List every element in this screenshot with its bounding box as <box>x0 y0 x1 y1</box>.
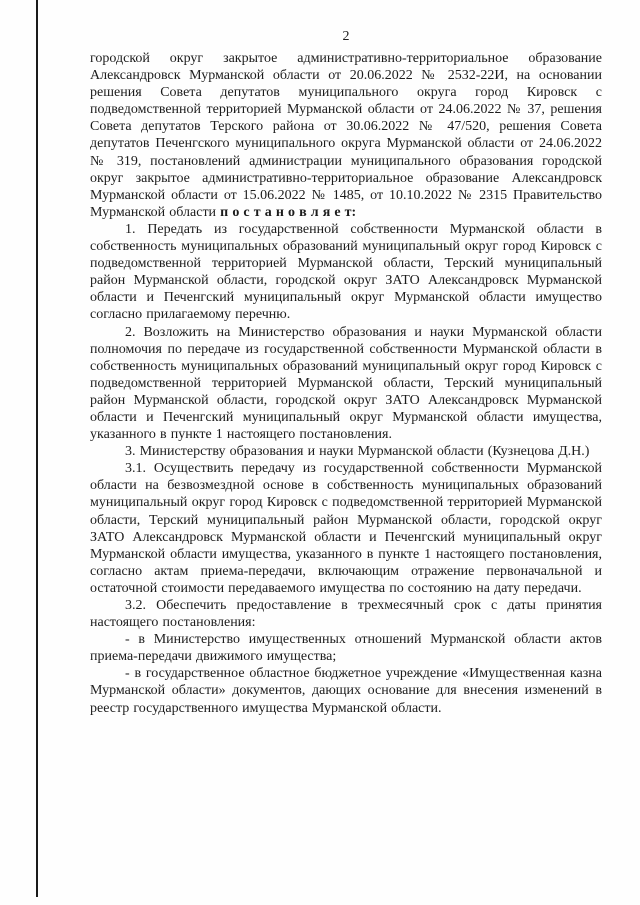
paragraph-4 <box>90 443 602 460</box>
scan-artifact-line <box>36 0 38 897</box>
bold-text-run: п о с т а н о в л я е т: <box>220 204 357 220</box>
text-run: 3.2. Обеспечить предоставление в трехмесячный срок с даты принятия настоящего постановления: <box>90 598 602 631</box>
paragraph-8 <box>90 665 602 716</box>
document-body <box>90 50 602 717</box>
paragraph-3 <box>90 324 602 444</box>
text-run: 2. Возложить на Министерство образования и науки Мурманской области полномочия по передаче из государственной собственности Мурманской области в собственность муниципальных образований муниципальный округ город Кировск с подведомственной территорией Мурманской области, Терский муниципальный район Мурманской области, городской округ ЗАТО Александровск Мурманской области и Печенгский муниципальный округ Мурманской области имущества, указанного в пункте 1 настоящего постановления. <box>90 324 602 443</box>
page-number: 2 <box>342 29 350 44</box>
paragraph-1 <box>90 50 602 221</box>
text-run: - в государственное областное бюджетное учреждение «Имущественная казна Мурманской области» документов, дающих основание для внесения изменений в реестр государственного имущества Мурманской области. <box>90 666 602 716</box>
paragraph-7 <box>90 631 602 665</box>
paragraph-6 <box>90 597 602 631</box>
paragraph-2 <box>90 221 602 324</box>
text-run: городской округ закрытое административно-территориальное образование Александровск Мурманской области от 20.06.2022 № 2532-22И, на основании решения Совета депутатов муниципального округа город Кировск с подведомственной территорией Мурманской области от 24.06.2022 № 37, решения Совета депутатов Терского района от 30.06.2022 № 47/520, решения Совета депутатов Печенгского муниципального округа Мурманской области от 24.06.2022 № 319, постановлений администрации муниципального образования городской округ закрытое административно-территориальное образование Александровск Мурманской области от 15.06.2022 № 1485, от 10.10.2022 № 2315 Правительство Мурманской области <box>90 51 602 220</box>
paragraph-5 <box>90 460 602 597</box>
text-run: 3.1. Осуществить передачу из государственной собственности Мурманской области на безвозмездной основе в собственность муниципальных образований муниципальный округ город Кировск с подведомственной территорией Мурманской области, Терский муниципальный район Мурманской области, городской округ ЗАТО Александровск Мурманской области и Печенгский муниципальный округ Мурманской области имущества, указанного в пункте 1 настоящего постановления, согласно актам приема-передачи, включающим отражение первоначальной и остаточной стоимости передаваемого имущества по состоянию на дату передачи. <box>90 461 602 596</box>
text-run: - в Министерство имущественных отношений Мурманской области актов приема-передачи движимого имущества; <box>90 632 602 665</box>
text-run: 1. Передать из государственной собственности Мурманской области в собственность муниципальных образований муниципальный округ город Кировск с подведомственной территорией Мурманской области, Терский муниципальный район Мурманской области, городской округ ЗАТО Александровск Мурманской области и Печенгский муниципальный округ Мурманской области имущество согласно прилагаемому перечню. <box>90 221 602 323</box>
text-run: 3. Министерству образования и науки Мурманской области (Кузнецова Д.Н.) <box>125 444 590 460</box>
